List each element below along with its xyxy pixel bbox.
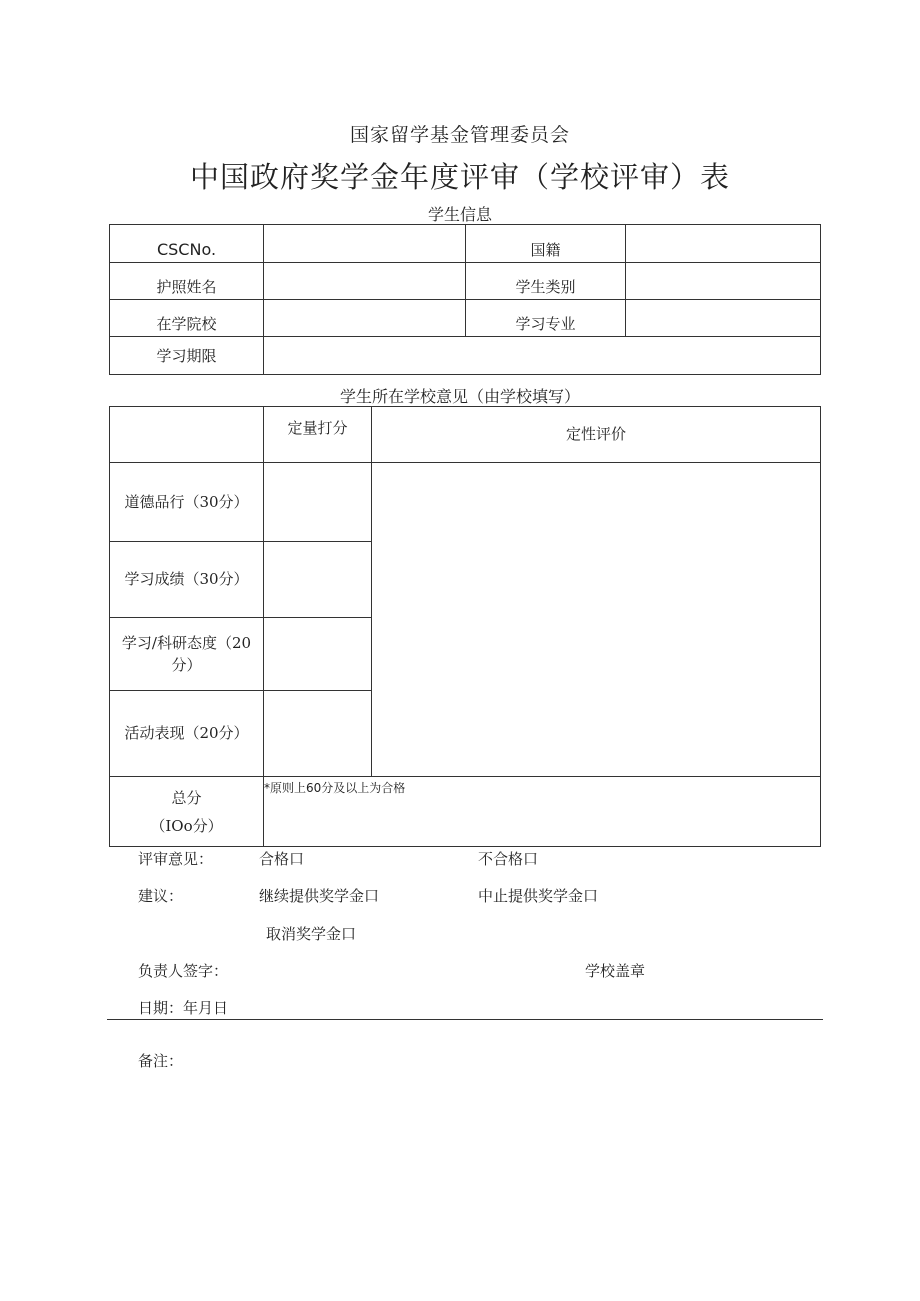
passport-name-field[interactable]: [264, 263, 465, 299]
review-opinion-label: 评审意见：: [138, 850, 214, 868]
total-score-points: （IOo分）: [150, 817, 223, 835]
student-type-label: 学生类别: [515, 278, 576, 297]
date-label: 日期：年月日: [138, 999, 229, 1017]
csc-no-field[interactable]: [264, 225, 465, 262]
signature-label: 负责人签字：: [138, 962, 229, 980]
research-attitude-score-field[interactable]: [264, 618, 371, 690]
academic-performance-label: 学习成绩（30分）: [124, 570, 249, 589]
school-seal-label: 学校盖章: [585, 962, 646, 980]
suggestion-label: 建议：: [138, 887, 184, 905]
fail-checkbox-option[interactable]: 不合格口: [478, 850, 539, 868]
issuing-organization: 国家留学基金管理委员会: [349, 124, 570, 146]
institution-field[interactable]: [264, 300, 465, 336]
remarks-label: 备注：: [138, 1052, 184, 1070]
passport-name-label: 护照姓名: [156, 278, 217, 297]
activities-label: 活动表现（20分）: [124, 724, 249, 743]
nationality-label: 国籍: [530, 240, 561, 259]
qualitative-evaluation-header: 定性评价: [565, 425, 626, 444]
section-divider: [107, 1019, 823, 1020]
morality-label: 道德品行（30分）: [124, 492, 249, 511]
study-period-label: 学习期限: [156, 346, 217, 365]
major-field[interactable]: [626, 300, 820, 336]
research-attitude-label: 学习/科研态度（20分）: [121, 633, 252, 674]
activities-score-field[interactable]: [264, 691, 371, 776]
student-info-heading: 学生信息: [427, 205, 492, 224]
school-opinion-heading: 学生所在学校意见（由学校填写）: [339, 387, 580, 406]
continue-scholarship-option[interactable]: 继续提供奖学金口: [259, 887, 380, 905]
pass-threshold-note: *原则上60分及以上为合格: [264, 781, 406, 795]
pass-checkbox-option[interactable]: 合格口: [259, 850, 305, 868]
qualitative-evaluation-field[interactable]: [372, 463, 820, 776]
quantitative-score-header: 定量打分: [287, 418, 348, 437]
suspend-scholarship-option[interactable]: 中止提供奖学金口: [478, 887, 599, 905]
institution-label: 在学院校: [156, 315, 217, 334]
major-label: 学习专业: [515, 315, 576, 334]
form-title: 中国政府奖学金年度评审（学校评审）表: [189, 160, 730, 194]
student-type-field[interactable]: [626, 263, 820, 299]
cancel-scholarship-option[interactable]: 取消奖学金口: [266, 925, 357, 943]
academic-performance-score-field[interactable]: [264, 542, 371, 617]
csc-no-label: CSCNo.: [156, 240, 217, 259]
nationality-field[interactable]: [626, 225, 820, 262]
total-score-label: 总分: [171, 789, 202, 807]
morality-score-field[interactable]: [264, 463, 371, 541]
study-period-field[interactable]: [264, 337, 820, 374]
